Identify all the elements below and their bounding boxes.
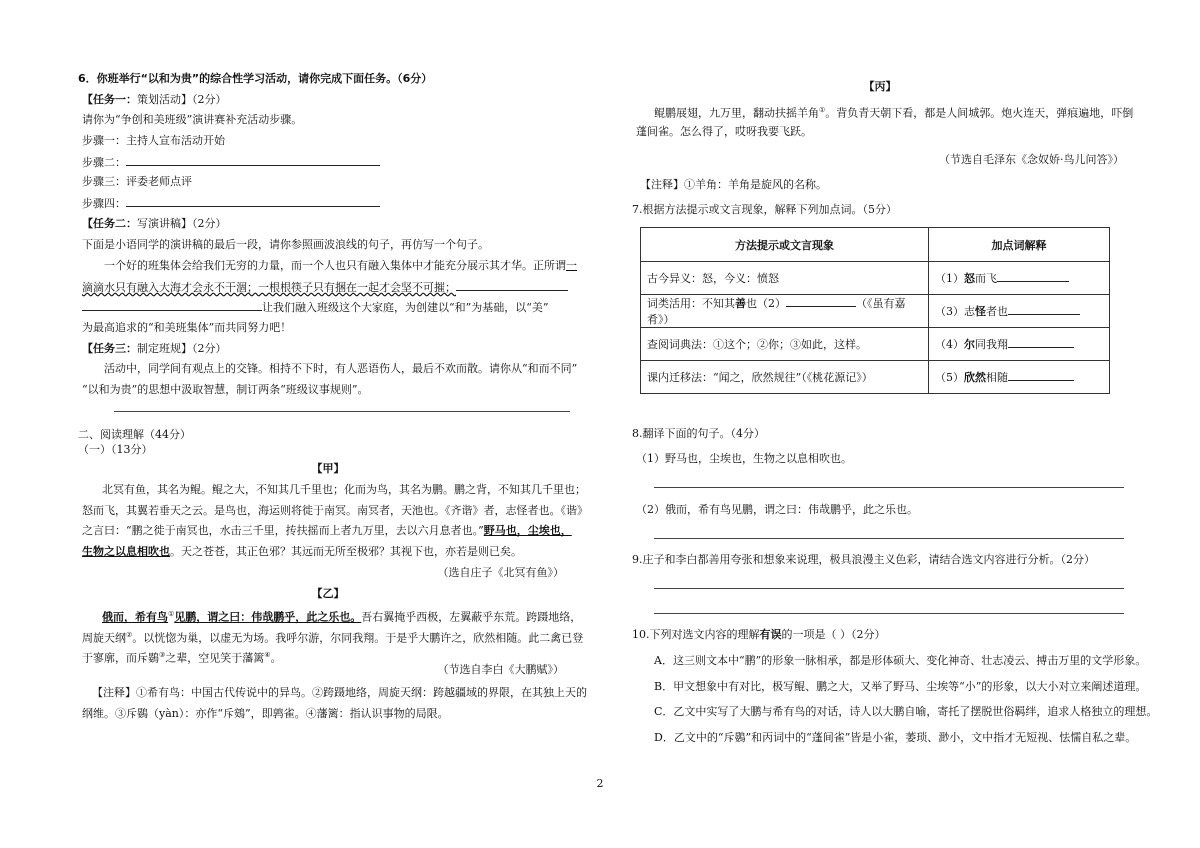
bing-note: 【注释】①羊角：羊角是旋风的名称。 <box>640 178 827 191</box>
section2-part1: （一）（13分） <box>78 443 153 456</box>
q8-sentence-2: （2）俄而，希有鸟见鹏，谓之曰：伟哉鹏乎，此之乐也。 <box>636 503 918 516</box>
q7-row1-right: （1）怒而飞 <box>929 262 1110 295</box>
q9-title: 9.庄子和李白都善用夸张和想象来说理，极具浪漫主义色彩，请结合选文内容进行分析。（2分） <box>632 553 1095 566</box>
task3-line-2: “以和为贵”的思想中汲取智慧，制订两条“班级议事规则”。 <box>82 383 369 396</box>
q7-row2-right: （3）志怪者也 <box>929 295 1110 328</box>
yi-line-1: 俄而，希有鸟①见鹏，谓之曰：伟哉鹏乎，此之乐也。吾右翼掩乎西极，左翼蔽乎东荒。跨蹑地络， <box>102 610 582 624</box>
q7-answer-3-blank[interactable] <box>1008 304 1080 315</box>
q8-answer-line-1[interactable] <box>654 487 1124 488</box>
page-number: 2 <box>596 777 604 790</box>
task1-heading: 【任务一：策划活动】（2分） <box>82 93 227 106</box>
q8-title: 8.翻译下面的句子。（4分） <box>632 427 765 440</box>
bing-line-1: 鲲鹏展翅，九万里，翻动扶摇羊角①。背负青天朝下看，都是人间城郭。炮火连天，弹痕遍地，吓倒 <box>654 106 1134 120</box>
speech-answer-blank-2[interactable] <box>82 300 262 311</box>
q9-answer-line-2[interactable] <box>654 613 1124 614</box>
section2-title: 二、阅读理解（44分） <box>78 428 191 441</box>
q7-row4-right: （5）欣然相随 <box>929 361 1110 394</box>
task1-desc: 请你为“争创和美班级”演讲赛补充活动步骤。 <box>82 113 303 126</box>
bing-heading: 【丙】 <box>863 80 897 93</box>
table-row <box>641 262 1110 295</box>
task2-desc: 下面是小语同学的演讲稿的最后一段，请你参照画波浪线的句子，再仿写一个句子。 <box>82 238 489 251</box>
q7-row3-left: 查阅词典法：①这个；②你；③如此，这样。 <box>641 328 929 361</box>
q7-table-header <box>641 228 1110 262</box>
step3: 步骤三：评委老师点评 <box>82 175 192 188</box>
q10-option-a: A．这三则文本中“鹏”的形象一脉相承，都是形体硕大、变化神奇、壮志凌云、搏击万里的文学形象。 <box>654 654 1147 667</box>
task3-line-1: 活动中，同学间有观点上的交锋。相持不下时，有人恶语伤人，最后不欢而散。请你从“和而不同” <box>104 362 578 375</box>
q7-row4-left: 课内迁移法：“闻之，欣然规往”（《桃花源记》） <box>641 361 929 394</box>
q8-sentence-1: （1）野马也，尘埃也，生物之以息相吹也。 <box>636 452 852 465</box>
q7-title: 7.根据方法提示或文言现象，解释下列加点词。（5分） <box>632 203 897 216</box>
q10-option-d: D．乙文中的“斥鷃”和丙词中的“蓬间雀”皆是小雀，萎琐、渺小，文中指才无短视、怯懦自私之辈。 <box>654 731 1137 744</box>
step4: 步骤四： <box>82 196 380 211</box>
step2-answer-blank[interactable] <box>126 155 380 166</box>
q7-answer-2-blank[interactable] <box>786 296 856 307</box>
step2: 步骤二： <box>82 155 380 170</box>
yi-line-2: 周旋天纲②。以恍惚为巢，以虚无为场。我呼尔游，尔同我翔。于是乎大鹏许之，欣然相随。此二禽已登 <box>82 631 584 645</box>
jia-line-4: 生物之以息相吹也。天之苍苍，其正色邪？其远而无所至极邪？其视下也，亦若是则已矣。 <box>82 545 522 558</box>
q7-row1-left: 古今异义：怒，今义：愤怒 <box>641 262 929 295</box>
bing-source: （节选自毛泽东《念奴娇·鸟儿问答》） <box>939 153 1124 166</box>
q7-answer-4-blank[interactable] <box>1008 337 1074 348</box>
q10-option-b: B．甲文想象中有对比，极写鲲、鹏之大，又举了野马、尘埃等“小”的形象，以大小对立来阐述道理。 <box>654 680 1147 693</box>
yi-source: （节选自李白《大鹏赋》） <box>437 663 564 676</box>
q7-row2-left: 词类活用：不知其善也（2） （《虽有嘉肴》） <box>641 295 929 328</box>
q10-title: 10.下列对选文内容的理解有误的一项是（ ）（2分） <box>632 628 886 641</box>
task3-answer-line[interactable] <box>114 411 570 412</box>
q7-answer-5-blank[interactable] <box>1008 370 1074 381</box>
jia-line-1: 北冥有鱼，其名为鲲。鲲之大，不知其几千里也；化而为鸟，其名为鹏。鹏之背，不知其几千里也； <box>102 483 586 496</box>
speech-line-2: 滴滴水只有融入大海才会永不干涸；一根根筷子只有捆在一起才会坚不可摧； <box>82 280 568 295</box>
q7-answer-1-blank[interactable] <box>997 271 1069 282</box>
speech-line-4: 为最高追求的“和美班集体”而共同努力吧！ <box>82 321 292 334</box>
yi-note-2: 纲维。③斥鷃（yàn）：亦作“斥鴳”，即鹑雀。④藩篱：指认识事物的局限。 <box>82 707 449 720</box>
table-row <box>641 361 1110 394</box>
q9-answer-line-1[interactable] <box>654 588 1124 589</box>
speech-answer-blank-1[interactable] <box>456 280 568 291</box>
bing-line-2: 蓬间雀。怎么得了，哎呀我要飞跃。 <box>636 125 812 138</box>
yi-line-3: 于寥廓，而斥鷃③之辈，空见笑于藩篱④。 <box>82 651 282 665</box>
q8-answer-line-2[interactable] <box>654 538 1124 539</box>
q7-header-right: 加点词解释 <box>929 228 1110 262</box>
task2-heading: 【任务二：写演讲稿】（2分） <box>82 217 227 230</box>
step4-answer-blank[interactable] <box>126 196 380 207</box>
jia-source: （选自庄子《北冥有鱼》） <box>437 566 564 579</box>
yi-heading: 【乙】 <box>311 587 345 600</box>
q7-row3-right: （4）尔同我翔 <box>929 328 1110 361</box>
q10-option-c: C．乙文中实写了大鹏与希有鸟的对话，诗人以大鹏自喻，寄托了摆脱世俗羁绊，追求人格独立的理想。 <box>654 705 1158 718</box>
q7-header-left: 方法提示或文言现象 <box>641 228 929 262</box>
task3-heading: 【任务三：制定班规】（2分） <box>82 342 227 355</box>
jia-line-2: 怒而飞，其翼若垂天之云。是鸟也，海运则将徙于南冥。南冥者，天池也。《齐谐》者，志怪者也。《谐》 <box>82 504 588 517</box>
yi-note-1: 【注释】①希有鸟：中国古代传说中的异鸟。②跨蹑地络，周旋天纲：跨越疆域的界限，在其独上天的 <box>92 686 587 699</box>
jia-heading: 【甲】 <box>311 462 345 475</box>
speech-line-3: 让我们融入班级这个大家庭，为创建以“和”为基础，以“美” <box>82 300 549 315</box>
speech-line-1: 一个好的班集体会给我们无穷的力量，而一个人也只有融入集体中才能充分展示其才华。正所谓一 <box>104 259 577 272</box>
q7-table <box>640 227 1110 394</box>
table-row <box>641 295 1110 328</box>
jia-line-3: 之言曰：“鹏之徙于南冥也，水击三千里，抟扶摇而上者九万里，去以六月息者也。”野马也，尘埃也， <box>82 524 572 537</box>
table-row <box>641 328 1110 361</box>
step1: 步骤一：主持人宣布活动开始 <box>82 134 225 147</box>
q6-title: 6．你班举行“以和为贵”的综合性学习活动，请你完成下面任务。（6分） <box>78 72 433 85</box>
